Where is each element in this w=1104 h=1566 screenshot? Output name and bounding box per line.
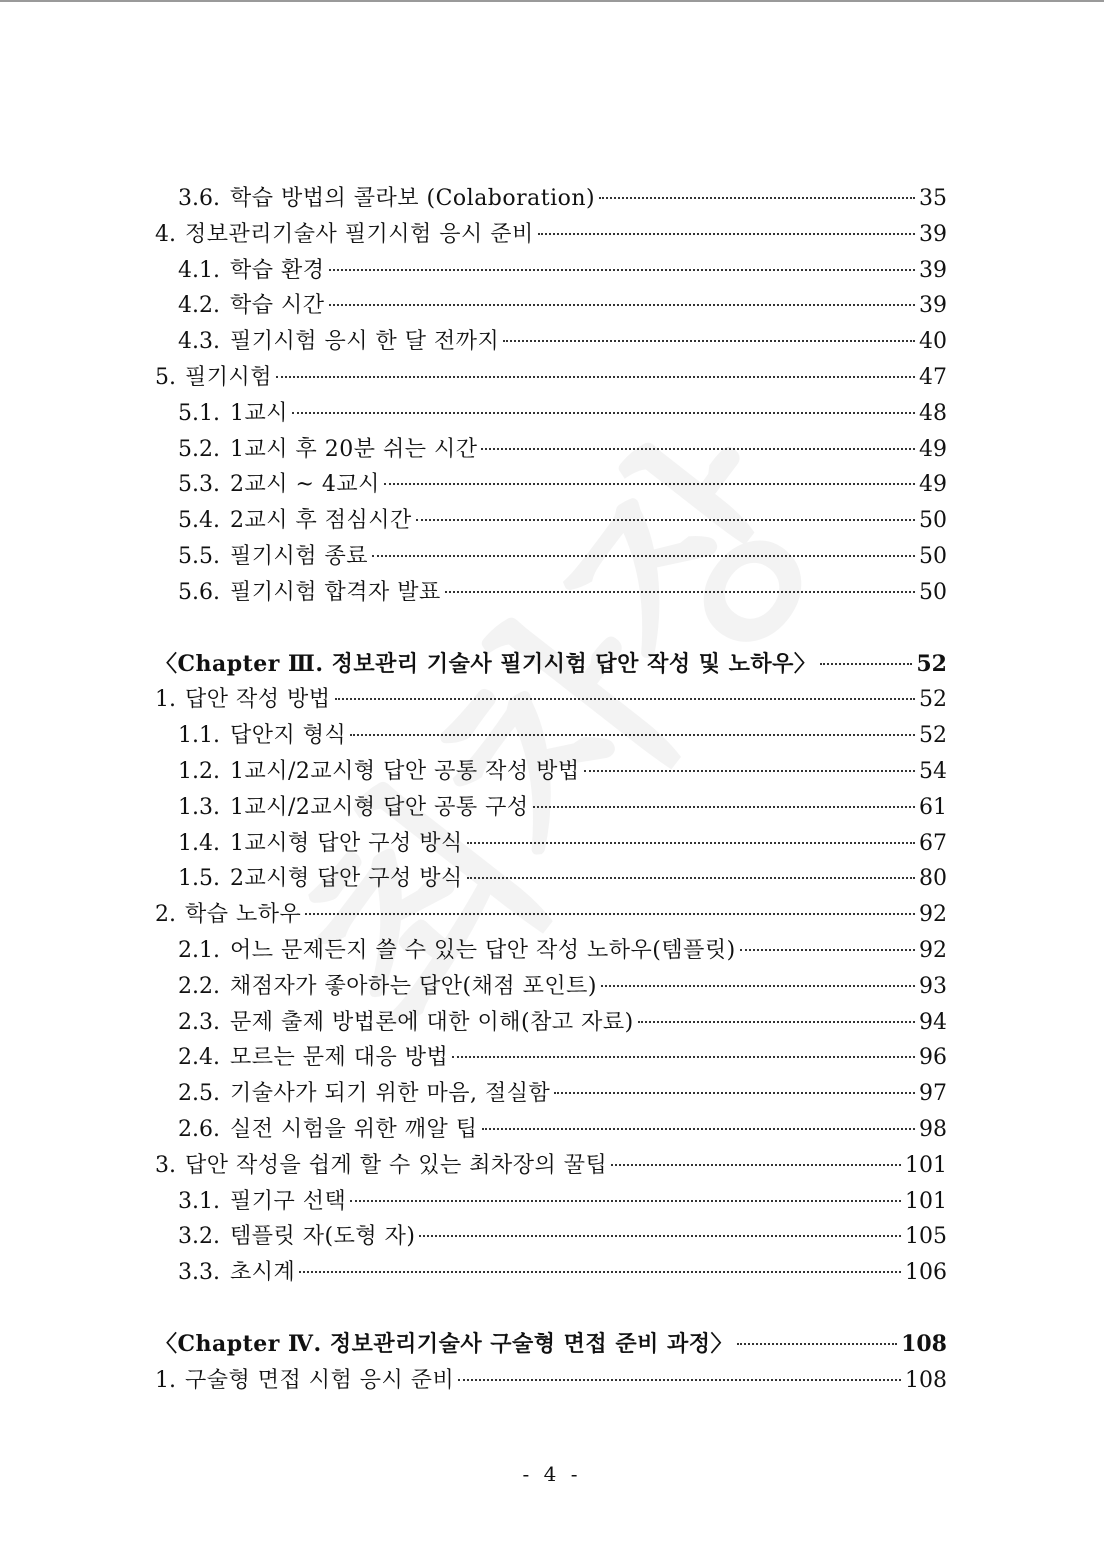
dot-leader [482,1128,916,1130]
dot-leader [467,842,915,844]
toc-entry[interactable] [155,969,947,1005]
toc-entry-number: 3.2. [178,1224,220,1250]
toc-entry-title: 템플릿 자(도형 자) [230,1224,416,1250]
toc-entry[interactable] [155,503,947,539]
toc-entry[interactable] [155,754,947,790]
dot-leader [419,1235,901,1237]
toc-entry-page: 92 [919,937,947,963]
toc-entry[interactable] [155,1255,947,1291]
dot-leader [584,770,915,772]
toc-entry-title: 모르는 문제 대응 방법 [230,1045,449,1071]
toc-entry-title: 문제 출제 방법론에 대한 이해(참고 자료) [230,1009,634,1035]
toc-entry-page: 39 [919,257,947,283]
toc-entry[interactable] [155,861,947,897]
toc-entry-page: 39 [919,221,947,247]
toc-entry-number: 5.3. [178,472,220,498]
toc-entry[interactable] [155,718,947,754]
toc-chapter-heading[interactable] [155,1327,947,1363]
toc-entry-number: 2. [155,902,176,928]
toc-entry-page: 92 [919,902,947,928]
toc-entry[interactable] [155,790,947,826]
toc-entry-title: 필기시험 [185,364,273,390]
toc-entry-title: 채점자가 좋아하는 답안(채점 포인트) [230,973,597,999]
toc-entry-number: 2.4. [178,1045,220,1071]
dot-leader [737,1343,897,1345]
toc-chapter-heading[interactable] [155,647,947,683]
toc-entry-number: 5.6. [178,579,220,605]
toc-entry-title: 어느 문제든지 쓸 수 있는 답안 작성 노하우(템플릿) [230,937,736,963]
dot-leader [554,1092,915,1094]
section-gap [155,611,947,647]
toc-entry-page: 108 [905,1367,947,1393]
dot-leader [329,269,915,271]
toc-entry-number: 4. [155,221,176,247]
toc-entry-title: 1교시/2교시형 답안 공통 구성 [230,794,529,820]
dot-leader [611,1164,901,1166]
toc-entry-page: 39 [919,293,947,319]
toc-entry-title: 필기시험 종료 [230,543,369,569]
toc-entry-title: 〈Chapter Ⅲ. 정보관리 기술사 필기시험 답안 작성 및 노하우〉 [155,650,817,677]
toc-entry-number: 2.3. [178,1009,220,1035]
dot-leader [503,340,915,342]
toc-entry[interactable] [155,217,947,253]
toc-entry-number: 5. [155,364,176,390]
toc-entry-title: 답안 작성 방법 [185,687,331,713]
dot-leader [820,663,912,665]
section-gap [155,1291,947,1327]
toc-entry-page: 108 [901,1330,947,1357]
toc-entry[interactable] [155,324,947,360]
toc-entry[interactable] [155,467,947,503]
toc-entry-page: 50 [919,579,947,605]
toc-entry-title: 답안지 형식 [230,723,347,749]
top-border-line [0,0,1104,2]
toc-entry-title: 기술사가 되기 위한 마음, 절실함 [230,1081,551,1107]
toc-entry[interactable] [155,1005,947,1041]
page-number: - 4 - [522,1462,582,1486]
dot-leader [372,555,915,557]
toc-entry-title: 필기시험 합격자 발표 [230,579,441,605]
toc-entry[interactable] [155,181,947,217]
toc-entry-title: 구술형 면접 시험 응시 준비 [185,1367,455,1393]
toc-entry-page: 96 [919,1045,947,1071]
toc-entry-title: 2교시 후 점심시간 [230,508,412,534]
dot-leader [292,412,915,414]
toc-entry-number: 1.5. [178,866,220,892]
toc-entry-number: 2.2. [178,973,220,999]
toc-entry-page: 49 [919,436,947,462]
toc-entry[interactable] [155,1040,947,1076]
table-of-contents [155,181,947,1399]
toc-entry[interactable] [155,360,947,396]
toc-entry-title: 필기시험 응시 한 달 전까지 [230,329,500,355]
toc-entry-title: 〈Chapter Ⅳ. 정보관리기술사 구술형 면접 준비 과정〉 [155,1330,734,1357]
toc-entry-page: 105 [905,1224,947,1250]
toc-entry-title: 정보관리기술사 필기시험 응시 준비 [185,221,534,247]
toc-entry-page: 80 [919,866,947,892]
toc-entry[interactable] [155,933,947,969]
dot-leader [445,591,915,593]
toc-entry[interactable] [155,1148,947,1184]
dot-leader [350,734,915,736]
dot-leader [416,519,915,521]
toc-entry-number: 3.1. [178,1188,220,1214]
toc-entry-page: 54 [919,758,947,784]
dot-leader [452,1056,915,1058]
toc-entry-number: 4.2. [178,293,220,319]
toc-entry-number: 1. [155,687,176,713]
toc-entry[interactable] [155,288,947,324]
toc-entry-number: 1.2. [178,758,220,784]
toc-entry-page: 61 [919,794,947,820]
toc-entry-number: 2.1. [178,937,220,963]
toc-entry-title: 1교시/2교시형 답안 공통 작성 방법 [230,758,580,784]
toc-entry[interactable] [155,432,947,468]
toc-entry-page: 52 [919,687,947,713]
toc-entry-page: 40 [919,329,947,355]
toc-entry[interactable] [155,575,947,611]
toc-entry-number: 1.4. [178,830,220,856]
toc-entry-page: 50 [919,543,947,569]
toc-entry-number: 5.2. [178,436,220,462]
toc-entry[interactable] [155,1363,947,1399]
toc-entry-page: 106 [905,1260,947,1286]
toc-entry[interactable] [155,1076,947,1112]
toc-entry-title: 학습 노하우 [185,902,302,928]
toc-entry-title: 2교시형 답안 구성 방식 [230,866,463,892]
dot-leader [350,1200,901,1202]
toc-entry-number: 2.5. [178,1081,220,1107]
toc-entry-title: 학습 환경 [230,257,325,283]
toc-entry[interactable] [155,1112,947,1148]
toc-entry-title: 학습 방법의 콜라보 (Colaboration) [230,186,596,211]
toc-entry-page: 101 [905,1188,947,1214]
toc-entry[interactable] [155,1184,947,1220]
dot-leader [638,1021,915,1023]
toc-entry-page: 48 [919,400,947,426]
toc-entry-number: 3. [155,1152,176,1178]
toc-entry-number: 4.1. [178,257,220,283]
toc-entry-page: 97 [919,1081,947,1107]
dot-leader [533,806,915,808]
toc-entry-page: 52 [919,723,947,749]
toc-entry-page: 67 [919,830,947,856]
toc-entry-page: 101 [905,1152,947,1178]
toc-entry-page: 35 [919,186,947,211]
toc-entry-title: 1교시 후 20분 쉬는 시간 [230,436,478,462]
toc-entry-number: 1.3. [178,794,220,820]
toc-entry[interactable] [155,396,947,432]
toc-entry[interactable] [155,826,947,862]
toc-entry-number: 5.1. [178,400,220,426]
toc-entry-page: 93 [919,973,947,999]
toc-entry[interactable] [155,1219,947,1255]
dot-leader [299,1271,901,1273]
toc-entry-page: 52 [916,650,947,677]
dot-leader [599,197,915,199]
toc-entry-title: 학습 시간 [230,293,325,319]
dot-leader [458,1379,901,1381]
toc-entry-number: 1.1. [178,723,220,749]
toc-entry-number: 3.6. [178,186,220,211]
toc-entry-page: 50 [919,508,947,534]
dot-leader [481,448,915,450]
dot-leader [384,483,915,485]
toc-entry-number: 5.5. [178,543,220,569]
toc-entry-number: 4.3. [178,329,220,355]
toc-entry[interactable] [155,253,947,289]
toc-entry-title: 1교시 [230,400,289,426]
toc-entry-title: 초시계 [230,1260,296,1286]
toc-entry[interactable] [155,897,947,933]
dot-leader [276,376,915,378]
toc-entry-number: 1. [155,1367,176,1393]
toc-entry-title: 답안 작성을 쉽게 할 수 있는 최차장의 꿀팁 [185,1152,608,1178]
toc-entry-page: 49 [919,472,947,498]
toc-entry-page: 94 [919,1009,947,1035]
toc-entry-number: 3.3. [178,1260,220,1286]
dot-leader [329,304,915,306]
toc-entry-title: 1교시형 답안 구성 방식 [230,830,463,856]
dot-leader [305,913,915,915]
toc-entry-page: 47 [919,364,947,390]
toc-entry-page: 98 [919,1116,947,1142]
toc-entry-title: 필기구 선택 [230,1188,347,1214]
dot-leader [467,877,915,879]
toc-entry[interactable] [155,539,947,575]
toc-entry-title: 실전 시험을 위한 깨알 팁 [230,1116,478,1142]
dot-leader [538,233,915,235]
toc-entry[interactable] [155,682,947,718]
dot-leader [335,698,916,700]
toc-entry-number: 5.4. [178,508,220,534]
toc-entry-number: 2.6. [178,1116,220,1142]
dot-leader [740,949,915,951]
dot-leader [601,985,915,987]
toc-entry-title: 2교시 ~ 4교시 [230,472,380,498]
